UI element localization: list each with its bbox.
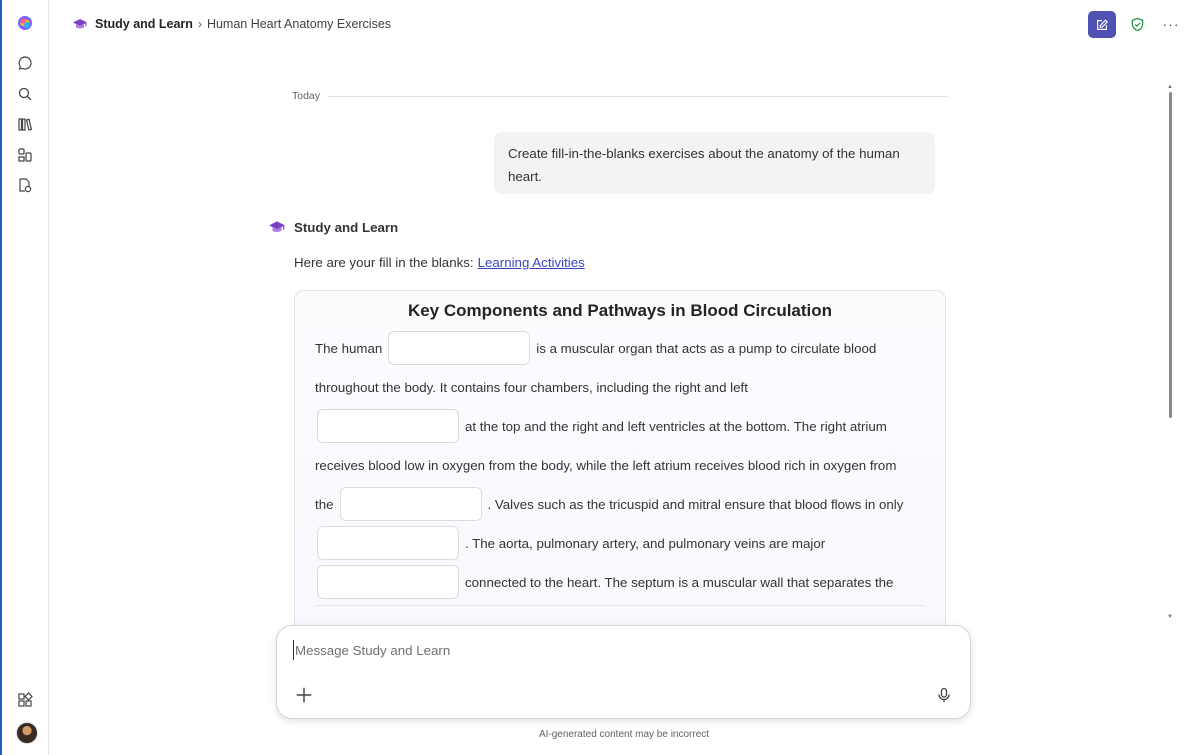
graduation-cap-icon <box>72 16 88 32</box>
message-composer <box>276 625 971 719</box>
more-options-icon[interactable]: ··· <box>1162 16 1180 32</box>
compose-icon <box>1095 18 1109 32</box>
breadcrumb-page: Human Heart Anatomy Exercises <box>206 17 392 31</box>
exercise-text: is a muscular organ that acts as a pump to circulate blood <box>536 340 877 356</box>
pages-icon[interactable] <box>13 173 37 197</box>
graduation-cap-icon <box>268 218 286 236</box>
exercise-text: connected to the heart. The septum is a muscular wall that separates the <box>465 574 894 590</box>
ai-disclaimer: AI-generated content may be incorrect <box>538 729 710 740</box>
exercise-text: at the top and the right and left ventricles at the bottom. The right atrium <box>465 418 887 434</box>
add-attachment-button[interactable] <box>293 684 315 706</box>
chat-icon[interactable] <box>13 51 37 75</box>
left-rail <box>2 0 49 755</box>
card-divider <box>315 605 925 606</box>
shield-check-icon <box>1130 17 1145 32</box>
agents-icon[interactable] <box>13 143 37 167</box>
date-label: Today <box>292 90 321 102</box>
exercise-line <box>315 486 903 522</box>
message-input[interactable] <box>293 640 895 660</box>
exercise-text: the <box>315 496 334 512</box>
divider-line <box>328 96 948 97</box>
bot-intro <box>294 255 585 270</box>
exercise-line <box>315 369 748 405</box>
plus-icon <box>295 686 313 704</box>
search-icon[interactable] <box>13 82 37 106</box>
exercise-title: Key Components and Pathways in Blood Circulation <box>407 301 833 320</box>
breadcrumb-root[interactable]: Study and Learn <box>95 17 193 31</box>
exercise-text: . The aorta, pulmonary artery, and pulmonary veins are major <box>465 535 826 551</box>
copilot-logo-icon[interactable] <box>13 11 37 35</box>
exercise-text: throughout the body. It contains four chambers, including the right and left <box>315 379 748 395</box>
blank-input[interactable] <box>340 487 482 521</box>
exercise-line <box>311 525 825 561</box>
date-divider <box>292 89 948 103</box>
exercise-text: The human <box>315 340 383 356</box>
library-icon[interactable] <box>13 112 37 136</box>
apps-icon[interactable] <box>13 688 37 712</box>
exercise-line <box>311 408 887 444</box>
exercise-line <box>315 447 896 483</box>
blank-input[interactable] <box>317 565 459 599</box>
scrollbar-thumb[interactable] <box>1169 92 1172 418</box>
blank-input[interactable] <box>317 526 459 560</box>
bot-name: Study and Learn <box>294 219 399 235</box>
intro-text: Here are your fill in the blanks: <box>294 255 474 270</box>
breadcrumb <box>72 16 391 32</box>
microphone-button[interactable] <box>933 684 955 706</box>
learning-activities-link[interactable]: Learning Activities <box>477 255 585 270</box>
fill-in-blanks-card <box>294 290 946 650</box>
user-message: Create fill-in-the-blanks exercises about the anatomy of the human heart. <box>494 132 935 194</box>
blank-input[interactable] <box>388 331 530 365</box>
chevron-right-icon: › <box>197 17 202 31</box>
blank-input[interactable] <box>317 409 459 443</box>
exercise-line <box>315 330 876 366</box>
top-bar <box>48 0 1200 48</box>
exercise-text: receives blood low in oxygen from the body, while the left atrium receives blood rich in oxygen from <box>315 457 897 473</box>
scroll-down-arrow[interactable]: ▼ <box>1167 614 1173 620</box>
protection-shield-button[interactable] <box>1126 13 1148 35</box>
microphone-icon <box>936 687 952 703</box>
bot-header <box>268 218 398 236</box>
exercise-text: . Valves such as the tricuspid and mitral ensure that blood flows in only <box>487 496 904 512</box>
scroll-up-arrow[interactable]: ▲ <box>1167 84 1173 90</box>
exercise-line <box>311 564 893 600</box>
new-chat-button[interactable] <box>1088 11 1116 38</box>
